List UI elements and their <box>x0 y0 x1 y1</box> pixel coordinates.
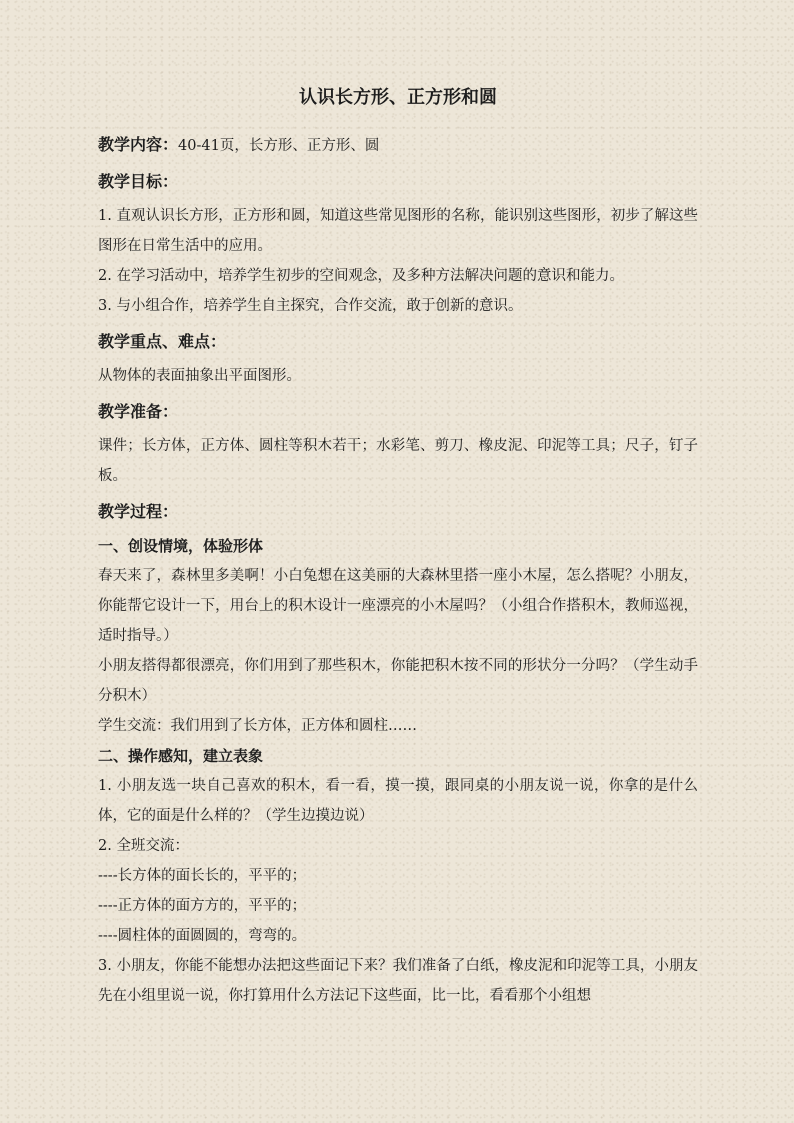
section2-para-4: ----正方体的面方方的，平平的； <box>98 898 307 914</box>
section2-para-6: 3. 小朋友，你能不能想办法把这些面记下来？我们准备了白纸，橡皮泥和印泥等工具，小朋友先在小组里说一说，你打算用什么方法记下这些面，比一比，看看那个小组想 <box>98 958 698 1004</box>
prep-text: 课件；长方体，正方体、圆柱等积木若干；水彩笔、剪刀、橡皮泥、印泥等工具；尺子，钉子板。 <box>98 438 698 484</box>
section2-para-3: ----长方体的面长长的，平平的； <box>98 868 307 884</box>
prep-heading: 教学准备： <box>98 402 179 421</box>
keypoints-heading: 教学重点、难点： <box>98 332 227 351</box>
document-title: 认识长方形、正方形和圆 <box>299 87 497 108</box>
goal-item-1: 1. 直观认识长方形，正方形和圆，知道这些常见图形的名称，能识别这些图形，初步了解这些图形在日常生活中的应用。 <box>98 208 698 254</box>
section2-para-5: ----圆柱体的面圆圆的，弯弯的。 <box>98 928 307 944</box>
content-line <box>98 130 698 161</box>
goal-item-3: 3. 与小组合作，培养学生自主探究，合作交流，敢于创新的意识。 <box>98 298 523 314</box>
goal-item-2: 2. 在学习活动中，培养学生初步的空间观念，及多种方法解决问题的意识和能力。 <box>98 268 624 284</box>
keypoints-text: 从物体的表面抽象出平面图形。 <box>98 368 301 384</box>
section1-para-1: 春天来了，森林里多美啊！小白兔想在这美丽的大森林里搭一座小木屋，怎么搭呢？小朋友，你能帮它设计一下，用台上的积木设计一座漂亮的小木屋吗？（小组合作搭积木，教师巡视，适时指导。） <box>98 568 698 644</box>
section1-title: 一、创设情境，体验形体 <box>98 537 264 555</box>
content-label: 教学内容： <box>98 135 179 154</box>
process-heading: 教学过程： <box>98 502 179 521</box>
section1-para-3: 学生交流：我们用到了长方体，正方体和圆柱…… <box>98 718 417 734</box>
goals-heading: 教学目标： <box>98 172 179 191</box>
document-page <box>98 84 698 1011</box>
section2-para-2: 2. 全班交流： <box>98 838 189 854</box>
section1-para-2: 小朋友搭得都很漂亮，你们用到了那些积木，你能把积木按不同的形状分一分吗？（学生动手分积木） <box>98 658 698 704</box>
section2-title: 二、操作感知，建立表象 <box>98 747 264 765</box>
section2-para-1: 1. 小朋友选一块自己喜欢的积木，看一看，摸一摸，跟同桌的小朋友说一说，你拿的是什么体，它的面是什么样的？（学生边摸边说） <box>98 778 698 824</box>
content-text: 40-41页，长方形、正方形、圆 <box>178 138 380 154</box>
